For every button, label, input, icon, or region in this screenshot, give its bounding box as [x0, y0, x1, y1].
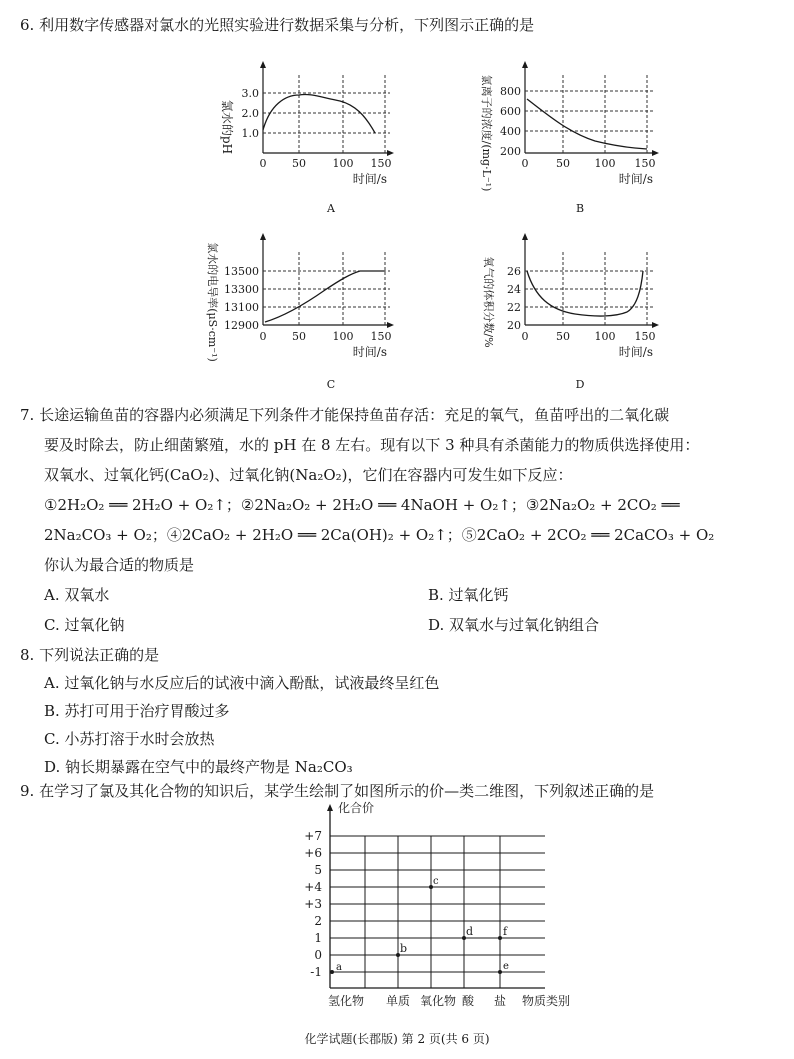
graph-a-ytick: 2.0 [241, 107, 259, 120]
graph-c-xtick: 50 [292, 330, 306, 343]
graph-d-xlabel: 时间/s [618, 345, 653, 359]
diagram-point-label: a [336, 962, 342, 973]
q7-line2: 要及时除去，防止细菌繁殖，水的 pH 在 8 左右。现有以下 3 种具有杀菌能力的物质供选择使用： [44, 436, 700, 454]
diagram-y-label: 1 [314, 931, 322, 945]
graph-b-xtick: 100 [594, 157, 616, 170]
graph-a-ylabel: 氯水的pH [220, 99, 234, 155]
q6-stem: 6. 利用数字传感器对氯水的光照实验进行数据采集与分析，下列图示正确的是 [20, 16, 535, 34]
graph-a-xtick: 150 [370, 157, 392, 170]
graph-a-ytick: 1.0 [241, 127, 259, 140]
graph-d [455, 222, 685, 392]
graph-b-ytick: 400 [500, 125, 521, 138]
graph-c-ytick: 13100 [224, 301, 259, 314]
graph-d-letter: D [575, 378, 585, 391]
diagram-y-title: 化合价 [338, 801, 375, 815]
q7-option-a: A. 双氧水 [44, 586, 110, 604]
graph-a-xlabel: 时间/s [352, 172, 387, 186]
graph-b-ytick: 200 [500, 145, 521, 158]
graph-b-ytick: 800 [500, 85, 521, 98]
diagram-point-label: f [503, 925, 508, 938]
graph-c-letter: C [326, 378, 336, 391]
graph-d-curve [527, 271, 643, 316]
diagram-x-label: 盐 [493, 994, 507, 1008]
diagram-y-label: +6 [304, 846, 322, 860]
graph-d-ylabel: 氧气的体积分数/% [482, 256, 495, 348]
graph-d-ytick: 24 [507, 283, 521, 296]
graph-a [195, 55, 415, 215]
graph-d-xtick: 0 [521, 330, 529, 343]
diagram-y-label: +7 [304, 829, 322, 843]
q7-line1: 7. 长途运输鱼苗的容器内必须满足下列条件才能保持鱼苗存活：充足的氧气，鱼苗呼出的二氧化碳 [20, 406, 670, 424]
graph-b-xlabel: 时间/s [618, 172, 653, 186]
graph-a-xtick: 50 [292, 157, 306, 170]
graph-c-curve [265, 271, 385, 322]
graph-a-xtick: 0 [259, 157, 267, 170]
graph-c-xtick: 0 [259, 330, 267, 343]
diagram-y-label: 2 [314, 914, 322, 928]
q8-stem: 8. 下列说法正确的是 [20, 646, 160, 664]
diagram-point-a [330, 970, 334, 974]
graph-d-xtick: 150 [634, 330, 656, 343]
diagram-y-label: 5 [314, 863, 322, 877]
graph-a-ytick: 3.0 [241, 87, 259, 100]
diagram-point-label: e [503, 961, 509, 972]
diagram-x-label: 酸 [461, 994, 475, 1008]
diagram-point-f [498, 936, 502, 940]
graph-b-ytick: 600 [500, 105, 521, 118]
graph-a-letter: A [327, 202, 335, 215]
graph-b-ylabel: 氯离子的浓度/(mg·L⁻¹) [480, 74, 493, 192]
page-footer: 化学试题(长郡版) 第 2 页(共 6 页) [304, 1032, 490, 1046]
q7-line4: ①2H₂O₂ ══ 2H₂O + O₂↑；②2Na₂O₂ + 2H₂O ══ 4NaOH + O₂↑；③2Na₂O₂ + 2CO₂ ══ [44, 496, 680, 514]
diagram-point-e [498, 970, 502, 974]
graph-d-ytick: 22 [507, 301, 521, 314]
q7-option-d: D. 双氧水与过氧化钠组合 [428, 616, 600, 634]
diagram-x-label: 氧化物 [419, 994, 457, 1008]
graph-b [455, 55, 685, 215]
graph-c-ytick: 12900 [224, 319, 259, 332]
graph-a-xtick: 100 [332, 157, 354, 170]
graph-d-xtick: 50 [556, 330, 570, 343]
graph-b-curve [527, 99, 647, 149]
graph-c-ylabel: 氯水的电导率(μS·cm⁻¹) [206, 242, 219, 362]
q8-option-c: C. 小苏打溶于水时会放热 [44, 730, 215, 748]
diagram-x-label: 单质 [385, 994, 411, 1008]
graph-c-xtick: 100 [332, 330, 354, 343]
q7-line5: 2Na₂CO₃ + O₂；④2CaO₂ + 2H₂O ══ 2Ca(OH)₂ + O₂↑；⑤2CaO₂ + 2CO₂ ══ 2CaCO₃ + O₂ [44, 526, 715, 544]
diagram-point-label: b [400, 942, 408, 955]
q7-option-b: B. 过氧化钙 [428, 586, 509, 604]
graph-d-ytick: 26 [507, 265, 521, 278]
graph-b-xtick: 50 [556, 157, 570, 170]
diagram-y-label: +4 [304, 880, 322, 894]
q8-option-d: D. 钠长期暴露在空气中的最终产物是 Na₂CO₃ [44, 758, 353, 776]
graph-d-ytick: 20 [507, 319, 521, 332]
graph-c-ytick: 13300 [224, 283, 259, 296]
diagram-y-label: +3 [304, 897, 322, 911]
diagram-x-label: 氢化物 [327, 994, 365, 1008]
graph-d-xtick: 100 [594, 330, 616, 343]
graph-c-ytick: 13500 [224, 265, 259, 278]
graph-c [195, 222, 415, 392]
diagram-point-label: d [466, 925, 474, 938]
valence-class-diagram [290, 798, 590, 1020]
graph-b-letter: B [575, 202, 585, 215]
diagram-x-title: 物质类别 [521, 994, 571, 1008]
q8-option-a: A. 过氧化钠与水反应后的试液中滴入酚酞，试液最终呈红色 [44, 674, 440, 692]
q7-line6: 你认为最合适的物质是 [44, 556, 195, 574]
graph-a-curve [263, 94, 375, 133]
graph-b-xtick: 0 [521, 157, 529, 170]
diagram-y-label: -1 [310, 965, 322, 979]
diagram-y-label: 0 [314, 948, 322, 962]
q8-option-b: B. 苏打可用于治疗胃酸过多 [44, 702, 230, 720]
q7-option-c: C. 过氧化钠 [44, 616, 125, 634]
graph-c-xlabel: 时间/s [352, 345, 387, 359]
graph-c-xtick: 150 [370, 330, 392, 343]
diagram-point-label: c [433, 876, 439, 887]
q7-line3: 双氧水、过氧化钙(CaO₂)、过氧化钠(Na₂O₂)，它们在容器内可发生如下反应： [44, 466, 573, 484]
q9-stem: 9. 在学习了氯及其化合物的知识后，某学生绘制了如图所示的价—类二维图，下列叙述正确的是 [20, 782, 655, 800]
graph-b-xtick: 150 [634, 157, 656, 170]
